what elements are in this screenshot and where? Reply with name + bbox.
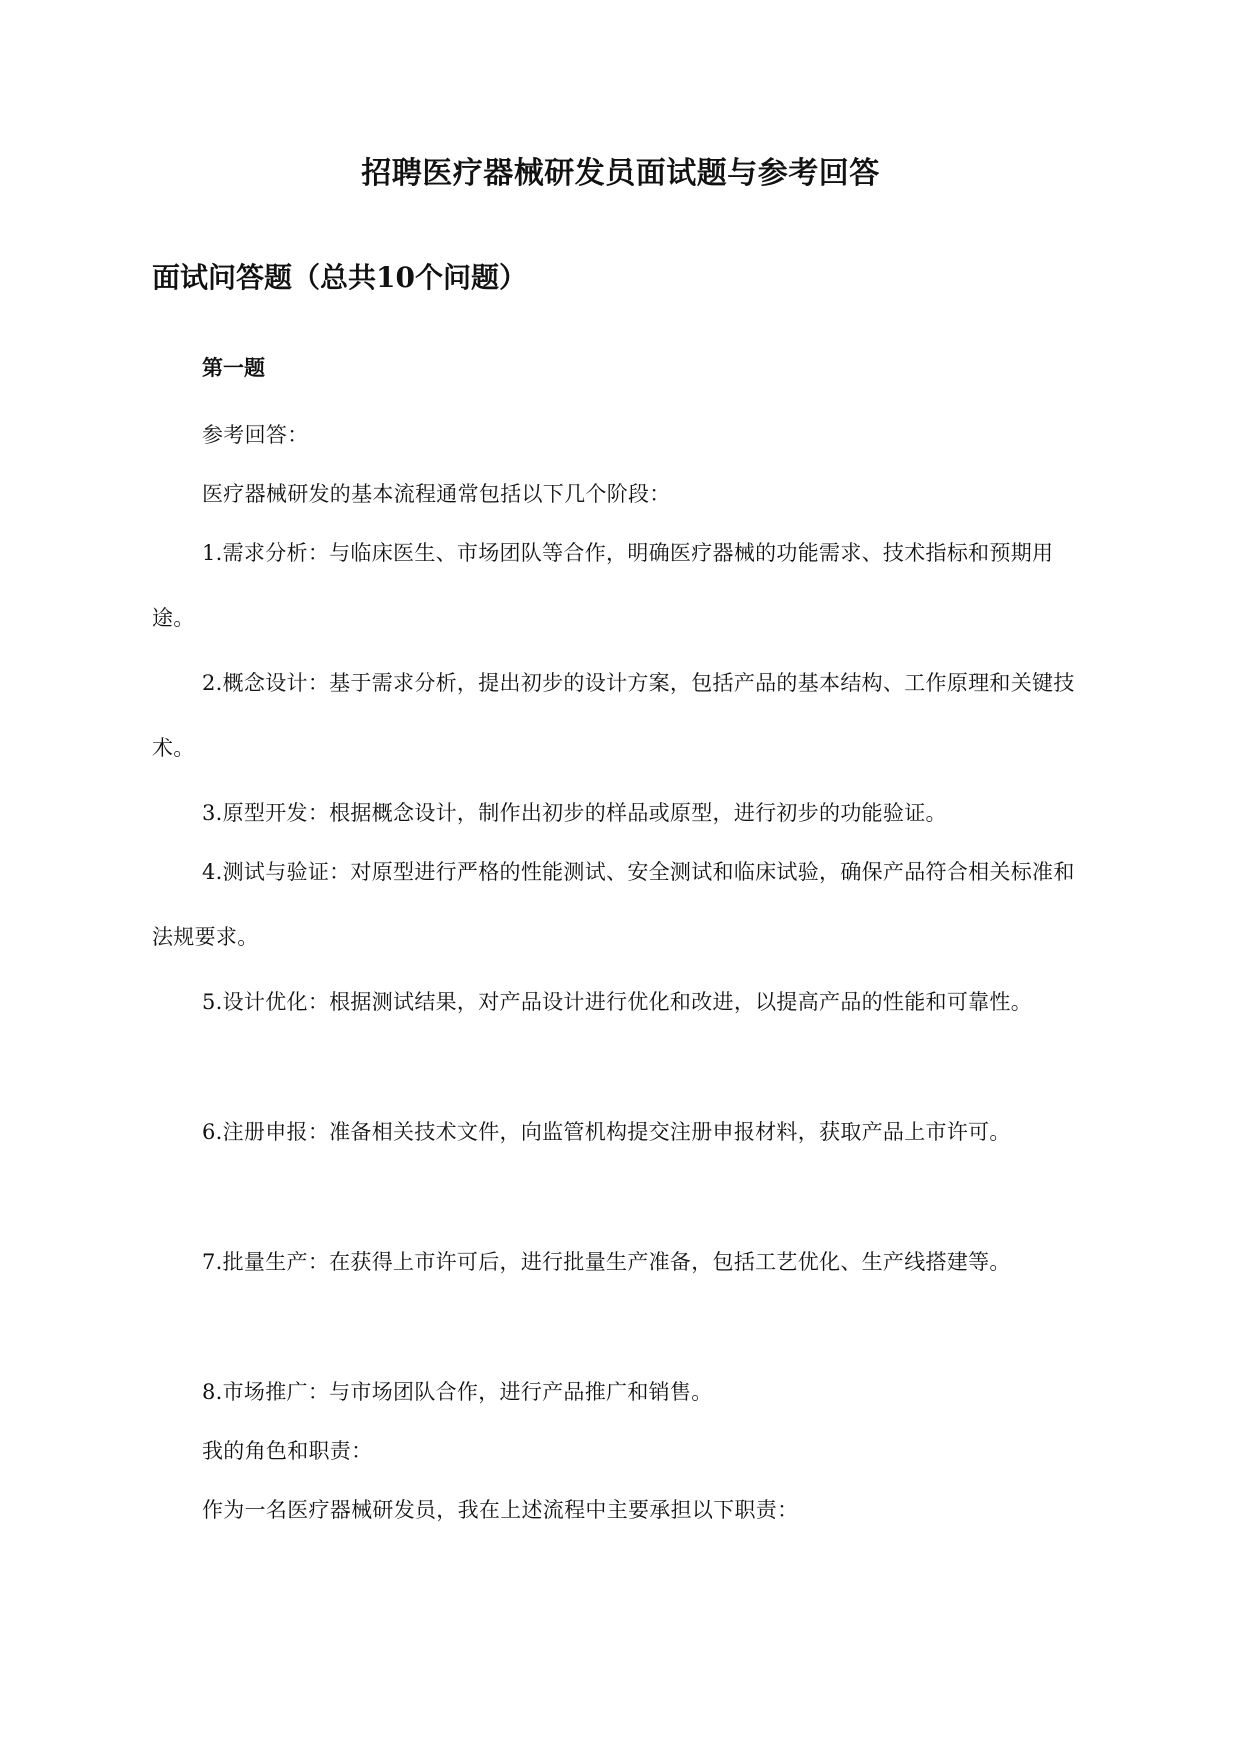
paragraph-intro: 医疗器械研发的基本流程通常包括以下几个阶段： (202, 482, 671, 506)
question-heading: 第一题 (202, 355, 265, 380)
paragraph-step-4: 4.测试与验证：对原型进行严格的性能测试、安全测试和临床试验，确保产品符合相关标准和法规要求。 (152, 860, 1075, 949)
paragraph-step-1: 1.需求分析：与临床医生、市场团队等合作，明确医疗器械的功能需求、技术指标和预期用途。 (152, 541, 1054, 630)
paragraph-step-5: 5.设计优化：根据测试结果，对产品设计进行优化和改进，以提高产品的性能和可靠性。 (202, 990, 1033, 1014)
paragraph-step-3: 3.原型开发：根据概念设计，制作出初步的样品或原型，进行初步的功能验证。 (202, 801, 947, 825)
answer-label: 参考回答： (202, 423, 309, 447)
paragraph-role-intro: 作为一名医疗器械研发员，我在上述流程中主要承担以下职责： (202, 1498, 799, 1522)
paragraph-step-2: 2.概念设计：基于需求分析，提出初步的设计方案，包括产品的基本结构、工作原理和关键技术。 (152, 671, 1075, 760)
paragraph-step-7: 7.批量生产：在获得上市许可后，进行批量生产准备，包括工艺优化、生产线搭建等。 (202, 1250, 1011, 1274)
document-title: 招聘医疗器械研发员面试题与参考回答 (361, 156, 880, 191)
paragraph-step-8: 8.市场推广：与市场团队合作，进行产品推广和销售。 (202, 1380, 713, 1404)
paragraph-step-6: 6.注册申报：准备相关技术文件，向监管机构提交注册申报材料，获取产品上市许可。 (202, 1120, 1011, 1144)
role-heading: 我的角色和职责： (202, 1439, 373, 1463)
section-heading: 面试问答题（总共10个问题） (152, 261, 527, 294)
